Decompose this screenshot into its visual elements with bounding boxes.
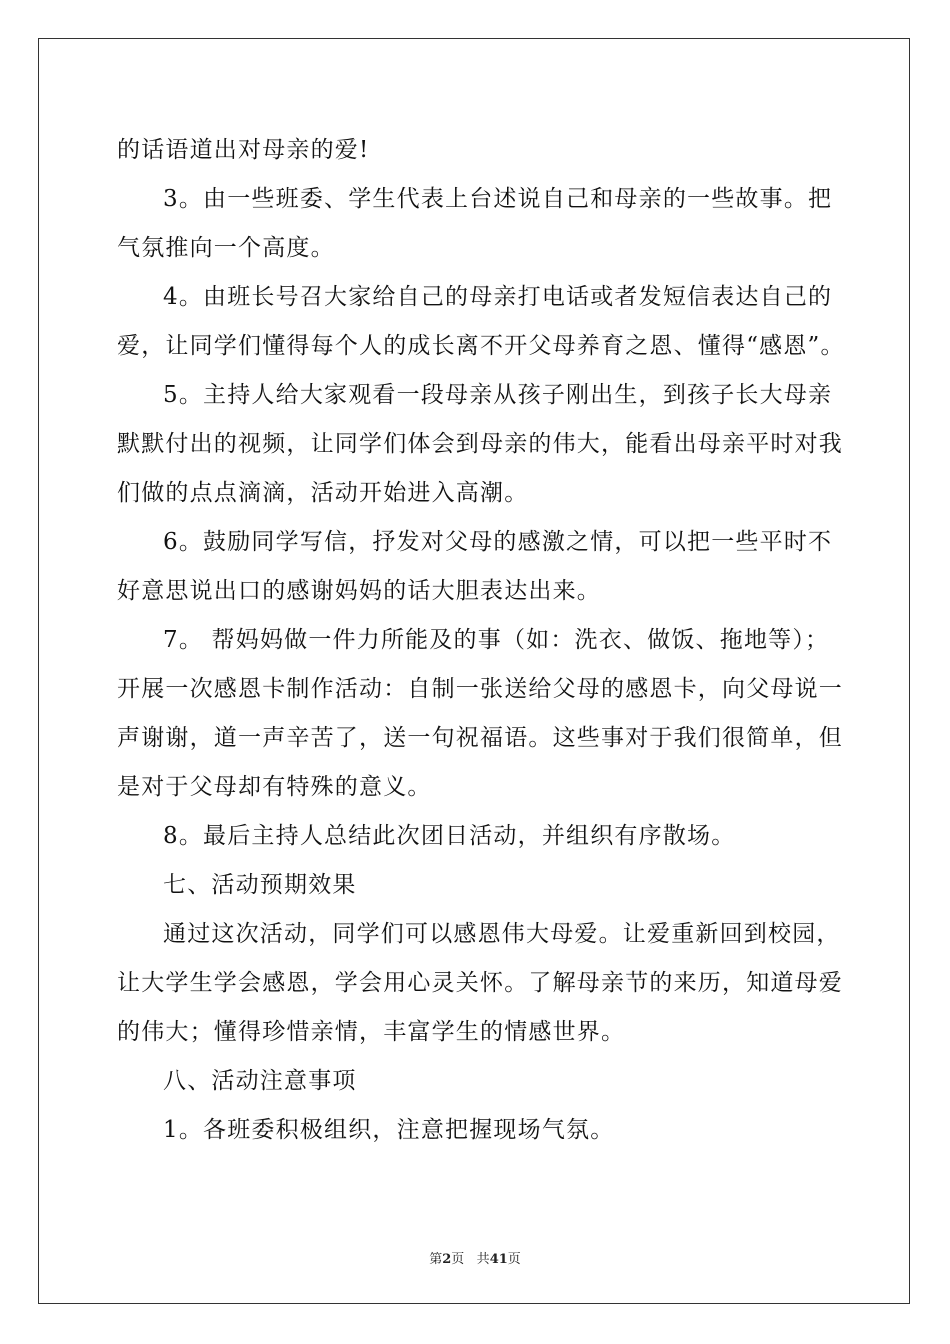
text-line: 3。由一些班委、学生代表上台述说自己和母亲的一些故事。把	[163, 186, 833, 212]
total-prefix: 共	[476, 1252, 490, 1267]
text-line: 的伟大；懂得珍惜亲情，丰富学生的情感世界。	[117, 1019, 626, 1045]
section-heading: 七、活动预期效果	[163, 872, 357, 898]
page-unit: 页	[451, 1252, 465, 1267]
text-line: 5。主持人给大家观看一段母亲从孩子刚出生，到孩子长大母亲	[163, 382, 833, 408]
text-line: 声谢谢，道一声辛苦了，送一句祝福语。这些事对于我们很简单，但	[117, 725, 843, 751]
text-line: 7。 帮妈妈做一件力所能及的事（如：洗衣、做饭、拖地等）；	[163, 627, 830, 653]
text-line: 气氛推向一个高度。	[117, 235, 335, 261]
page-current: 2	[442, 1252, 452, 1267]
total-unit: 页	[507, 1252, 521, 1267]
page-footer	[0, 1248, 950, 1267]
text-line: 好意思说出口的感谢妈妈的话大胆表达出来。	[117, 578, 601, 604]
text-line: 爱，让同学们懂得每个人的成长离不开父母养育之恩、懂得“感恩”。	[117, 333, 845, 359]
page-prefix: 第	[429, 1252, 443, 1267]
text-line: 的话语道出对母亲的爱!	[117, 137, 370, 163]
text-line: 们做的点点滴滴，活动开始进入高潮。	[117, 480, 529, 506]
text-line: 让大学生学会感恩，学会用心灵关怀。了解母亲节的来历，知道母爱	[117, 970, 843, 996]
text-line: 6。鼓励同学写信，抒发对父母的感激之情，可以把一些平时不	[163, 529, 833, 555]
text-line: 8。最后主持人总结此次团日活动，并组织有序散场。	[163, 823, 736, 849]
document-body	[117, 126, 845, 1155]
text-line: 默默付出的视频，让同学们体会到母亲的伟大，能看出母亲平时对我	[117, 431, 843, 457]
text-line: 是对于父母却有特殊的意义。	[117, 774, 432, 800]
page-total: 41	[489, 1252, 508, 1267]
section-heading: 八、活动注意事项	[163, 1068, 357, 1094]
text-line: 1。各班委积极组织，注意把握现场气氛。	[163, 1117, 615, 1143]
text-line: 开展一次感恩卡制作活动：自制一张送给父母的感恩卡，向父母说一	[117, 676, 843, 702]
text-line: 通过这次活动，同学们可以感恩伟大母爱。让爱重新回到校园，	[163, 921, 841, 947]
text-line: 4。由班长号召大家给自己的母亲打电话或者发短信表达自己的	[163, 284, 833, 310]
